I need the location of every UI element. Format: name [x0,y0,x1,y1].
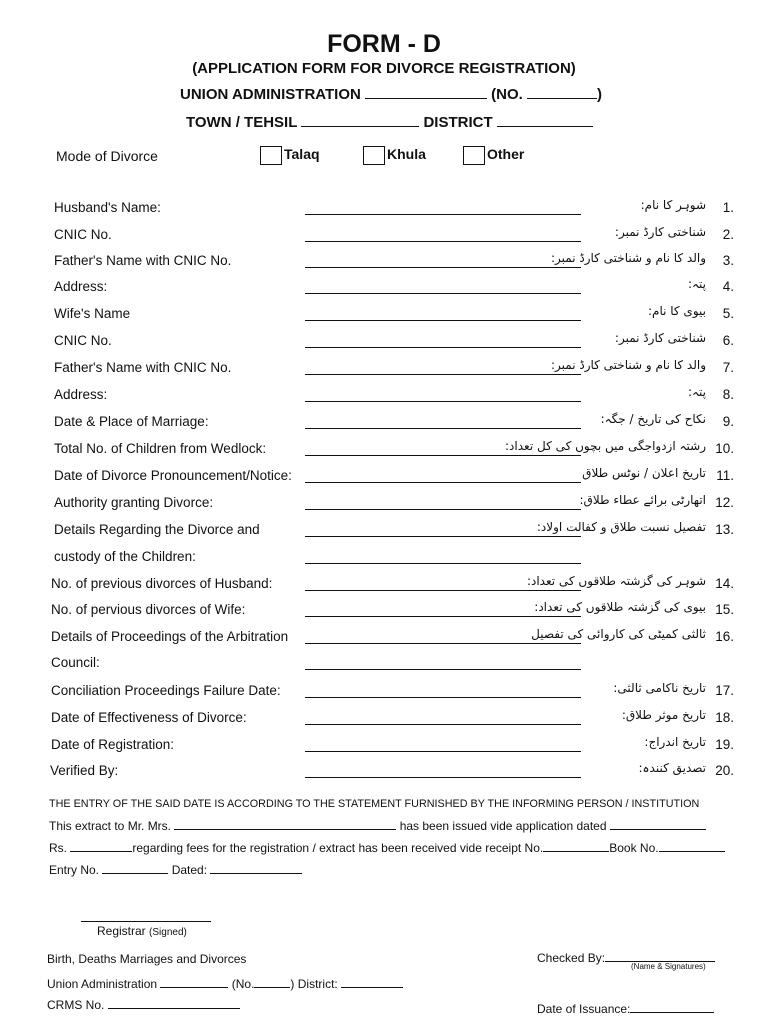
other-checkbox[interactable] [463,146,485,165]
field-row [0,576,768,596]
field-number: 6. [722,333,734,348]
field-row [0,683,768,703]
field-input[interactable] [305,374,581,375]
field-row [0,602,768,622]
field-number: 20. [715,763,734,778]
union-admin-label: UNION ADMINISTRATION [180,86,361,103]
field-urdu-label: پتہ: [687,385,706,399]
field-number: 18. [715,710,734,725]
field-row [0,414,768,434]
crms-line [47,994,240,1012]
field-number: 15. [715,602,734,617]
field-number: 13. [715,522,734,537]
field-row [0,629,768,649]
issuance-label: Date of Issuance: [537,1002,631,1016]
fees-label: regarding fees for the registration / extract has been received vide receipt No. [132,841,544,855]
field-input[interactable] [305,401,581,402]
name-signatures-label: (Name & Signatures) [631,962,706,971]
khula-label: Khula [387,146,426,163]
field-row [0,333,768,353]
book-label: Book No. [609,841,659,855]
field-urdu-label: شوہر کی گزشتہ طلاقوں کی تعداد: [526,574,706,588]
field-input[interactable] [305,455,581,456]
rs-field[interactable] [70,837,132,852]
field-number: 7. [722,360,734,375]
field-urdu-label: تاریخ ناکامی ثالثی: [613,681,706,695]
union-no-footer-label: (No. [231,977,255,991]
field-label: custody of the Children: [54,549,196,564]
field-urdu-label: تاریخ اندراج: [644,735,706,749]
rs-label: Rs. [49,841,67,855]
field-urdu-label: نکاح کی تاریخ / جگہ: [600,412,706,426]
town-line [186,112,593,131]
union-admin-footer-label: Union Administration [47,977,158,991]
field-label: Address: [54,279,108,294]
crms-label: CRMS No. [47,998,105,1012]
extract-name-field[interactable] [174,815,396,830]
field-input[interactable] [305,590,581,591]
district-footer-label: ) District: [290,977,338,991]
union-no-field[interactable] [527,84,597,99]
other-label: Other [487,146,525,163]
field-label: No. of pervious divorces of Wife: [51,602,246,617]
field-urdu-label: والد کا نام و شناختی کارڈ نمبر: [550,251,706,265]
field-input[interactable] [305,293,581,294]
field-label: Father's Name with CNIC No. [54,360,232,375]
field-label: Authority granting Divorce: [54,495,214,510]
field-number: 19. [715,737,734,752]
field-label: Total No. of Children from Wedlock: [54,441,267,456]
field-label: Verified By: [50,763,119,778]
field-urdu-label: شوہر کا نام: [640,198,706,212]
field-number: 17. [715,683,734,698]
field-input[interactable] [305,536,581,537]
khula-option[interactable] [363,146,426,165]
khula-checkbox[interactable] [363,146,385,165]
form-title: FORM - D [327,30,441,58]
field-number: 14. [715,576,734,591]
issued-label: has been issued vide application dated [399,819,607,833]
town-label: TOWN / TEHSIL [186,114,298,131]
fees-line [49,837,725,855]
entry-statement: THE ENTRY OF THE SAID DATE IS ACCORDING TO THE STATEMENT FURNISHED BY THE INFORMING PERSON / INSTITUTION [49,798,700,810]
crms-field[interactable] [108,994,240,1009]
field-row [0,360,768,380]
union-no-label: (NO. [491,86,523,103]
field-label: CNIC No. [54,227,112,242]
field-label: Date of Effectiveness of Divorce: [51,710,247,725]
field-number: 3. [722,253,734,268]
field-input[interactable] [305,697,581,698]
entry-no-label: Entry No. [49,863,100,877]
field-input[interactable] [305,241,581,242]
field-row [0,655,768,675]
field-urdu-label: تصدیق کنندہ: [638,761,706,775]
issuance-field[interactable] [630,998,714,1013]
checked-by-label: Checked By: [537,951,606,965]
field-input[interactable] [305,509,581,510]
field-input[interactable] [305,616,581,617]
union-no-footer-field[interactable] [254,973,290,988]
field-number: 16. [715,629,734,644]
entry-line [49,859,302,877]
field-row [0,763,768,783]
district-label: DISTRICT [423,114,493,131]
form-subtitle: (APPLICATION FORM FOR DIVORCE REGISTRATION) [192,60,576,77]
field-row [0,737,768,757]
field-row [0,495,768,515]
registrar-label: Registrar [97,924,146,938]
field-row [0,522,768,542]
registrar-signature-line[interactable] [81,921,211,922]
field-label: Details Regarding the Divorce and [54,522,260,537]
field-row [0,710,768,730]
checked-by-field[interactable] [605,947,715,962]
extract-label: This extract to Mr. Mrs. [49,819,172,833]
field-number: 11. [716,468,734,483]
field-number: 12. [715,495,734,510]
field-number: 2. [722,227,734,242]
field-label: Date of Registration: [51,737,175,752]
field-row [0,387,768,407]
signed-label: (Signed) [149,927,187,938]
dated-label: Dated: [171,863,208,877]
field-input[interactable] [305,482,581,483]
field-input[interactable] [305,347,581,348]
talaq-checkbox[interactable] [260,146,282,165]
field-row [0,227,768,247]
field-row [0,200,768,220]
field-urdu-label: شناختی کارڈ نمبر: [614,331,706,345]
entry-no-field[interactable] [102,859,168,874]
field-label: Husband's Name: [54,200,161,215]
field-row [0,468,768,488]
field-input[interactable] [305,643,581,644]
field-row [0,306,768,326]
other-option[interactable] [463,146,524,165]
issuance-line [537,998,714,1016]
field-input[interactable] [305,724,581,725]
extract-line [49,815,706,833]
field-label: CNIC No. [54,333,112,348]
field-urdu-label: تاریخ موثر طلاق: [621,708,706,722]
field-number: 9. [722,414,734,429]
field-input[interactable] [305,267,581,268]
field-label: No. of previous divorces of Husband: [51,576,273,591]
field-number: 1. [722,200,734,215]
union-admin-footer-field[interactable] [160,973,228,988]
field-label: Details of Proceedings of the Arbitration [51,629,289,644]
field-urdu-label: بیوی کی گزشتہ طلاقوں کی تعداد: [534,600,706,614]
book-no-field[interactable] [659,837,725,852]
union-admin-footer-line [47,973,403,991]
talaq-option[interactable] [260,146,320,165]
field-number: 4. [722,279,734,294]
birth-deaths-label: Birth, Deaths Marriages and Divorces [47,952,247,966]
field-number: 8. [722,387,734,402]
dated-field[interactable] [210,859,302,874]
town-field[interactable] [301,112,419,127]
field-input[interactable] [305,320,581,321]
union-admin-field[interactable] [365,84,487,99]
union-no-close: ) [597,86,603,103]
field-urdu-label: اتھارٹی برائے عطاء طلاق: [579,493,706,507]
field-input[interactable] [305,669,581,670]
field-input[interactable] [305,214,581,215]
mode-label: Mode of Divorce [56,148,158,164]
field-urdu-label: تفصیل نسبت طلاق و کفالت اولاد: [536,520,706,534]
field-row [0,441,768,461]
registrar-block [97,924,187,938]
field-label: Address: [54,387,108,402]
field-label: Conciliation Proceedings Failure Date: [51,683,281,698]
field-row [0,549,768,569]
field-input[interactable] [305,563,581,564]
district-footer-field[interactable] [341,973,403,988]
field-urdu-label: رشتہ ازدواجگی میں بچوں کی کل تعداد: [505,439,706,453]
field-urdu-label: ثالثی کمیٹی کی کاروائی کی تفصیل [531,627,706,641]
field-urdu-label: والد کا نام و شناختی کارڈ نمبر: [550,358,706,372]
field-urdu-label: شناختی کارڈ نمبر: [614,225,706,239]
talaq-label: Talaq [284,146,320,163]
field-label: Council: [51,655,100,670]
field-input[interactable] [305,751,581,752]
field-label: Date & Place of Marriage: [54,414,209,429]
field-number: 5. [722,306,734,321]
district-field[interactable] [497,112,593,127]
field-urdu-label: بیوی کا نام: [647,304,706,318]
field-label: Date of Divorce Pronouncement/Notice: [54,468,292,483]
field-number: 10. [715,441,734,456]
field-row [0,279,768,299]
field-row [0,253,768,273]
field-urdu-label: تاریخ اعلان / نوٹس طلاق [582,466,706,480]
receipt-no-field[interactable] [543,837,609,852]
field-label: Wife's Name [54,306,131,321]
field-input[interactable] [305,777,581,778]
application-date-field[interactable] [610,815,706,830]
field-input[interactable] [305,428,581,429]
field-label: Father's Name with CNIC No. [54,253,232,268]
union-admin-line [180,84,602,103]
field-urdu-label: پتہ: [687,277,706,291]
